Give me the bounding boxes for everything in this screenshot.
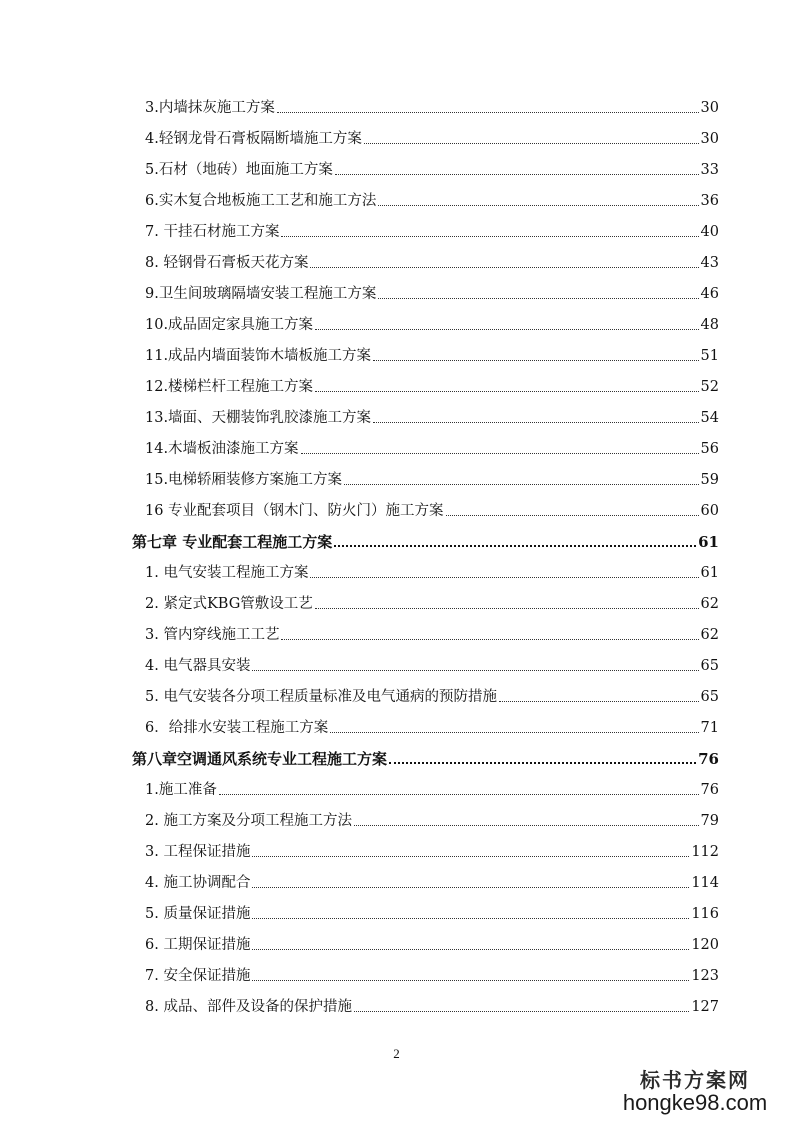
- toc-dot-leader: [252, 980, 689, 981]
- toc-entry[interactable]: [145, 495, 719, 521]
- toc-entry-page: 56: [700, 441, 719, 457]
- toc-entry-page: 52: [700, 379, 719, 395]
- watermark-logo: [615, 1070, 775, 1114]
- toc-entry[interactable]: [145, 650, 719, 676]
- toc-entry-page: 65: [700, 689, 719, 705]
- toc-entry-title: 13.墙面、天棚装饰乳胶漆施工方案: [145, 410, 372, 426]
- toc-entry-title: 第七章 专业配套工程施工方案: [132, 533, 333, 551]
- toc-entry-page: 40: [700, 224, 719, 240]
- toc-entry-page: 62: [700, 596, 719, 612]
- toc-entry-title: 14.木墙板油漆施工方案: [145, 441, 299, 457]
- toc-entry-page: 60: [700, 503, 719, 519]
- toc-entry-page: 30: [700, 131, 719, 147]
- toc-entry-page: 51: [700, 348, 719, 364]
- toc-entry[interactable]: [145, 774, 719, 800]
- toc-entry-page: 43: [700, 255, 719, 271]
- toc-entry-title: 6.实木复合地板施工工艺和施工方法: [145, 193, 377, 209]
- toc-dot-leader: [334, 545, 696, 547]
- toc-dot-leader: [499, 701, 699, 702]
- toc-entry-title: 3.内墙抹灰施工方案: [145, 100, 275, 116]
- toc-entry-title: 7. 干挂石材施工方案: [145, 224, 280, 240]
- toc-dot-leader: [373, 422, 698, 423]
- toc-entry-page: 114: [691, 875, 719, 891]
- toc-entry-page: 33: [700, 162, 719, 178]
- toc-entry[interactable]: [145, 619, 719, 645]
- toc-dot-leader: [281, 236, 698, 237]
- toc-entry[interactable]: [145, 898, 719, 924]
- toc-entry[interactable]: [145, 216, 719, 242]
- toc-dot-leader: [354, 825, 699, 826]
- toc-entry-title: 3. 管内穿线施工工艺: [145, 627, 280, 643]
- toc-entry-title: 3. 工程保证措施: [145, 844, 251, 860]
- toc-entry-page: 76: [698, 750, 719, 768]
- toc-entry[interactable]: [145, 464, 719, 490]
- toc-entry-title: 8. 轻钢骨石膏板天花方案: [145, 255, 309, 271]
- toc-dot-leader: [252, 949, 689, 950]
- toc-dot-leader: [389, 762, 696, 764]
- toc-entry[interactable]: [145, 588, 719, 614]
- toc-entry-title: 1. 电气安装工程施工方案: [145, 565, 309, 581]
- toc-entry-title: 10.成品固定家具施工方案: [145, 317, 314, 333]
- toc-entry-title: 1.施工准备: [145, 782, 217, 798]
- toc-dot-leader: [315, 329, 698, 330]
- toc-dot-leader: [373, 360, 698, 361]
- toc-entry-title: 12.楼梯栏杆工程施工方案: [145, 379, 314, 395]
- toc-dot-leader: [344, 484, 698, 485]
- toc-entry[interactable]: [145, 867, 719, 893]
- toc-entry[interactable]: [145, 433, 719, 459]
- toc-entry-title: 6．给排水安装工程施工方案: [145, 720, 329, 736]
- watermark-url: hongke98.com: [622, 1090, 768, 1115]
- toc-entry-title: 15.电梯轿厢装修方案施工方案: [145, 472, 343, 488]
- toc-entry-page: 30: [700, 100, 719, 116]
- toc-entry[interactable]: [145, 185, 719, 211]
- page-number: 2: [393, 1046, 400, 1061]
- toc-dot-leader: [252, 918, 689, 919]
- toc-entry[interactable]: [145, 681, 719, 707]
- toc-entry-title: 11.成品内墙面装饰木墙板施工方案: [145, 348, 372, 364]
- toc-entry-title: 5.石材（地砖）地面施工方案: [145, 162, 333, 178]
- toc-entry[interactable]: [145, 712, 719, 738]
- toc-entry-title: 9.卫生间玻璃隔墙安装工程施工方案: [145, 286, 377, 302]
- toc-entry-title: 16 专业配套项目（钢木门、防火门）施工方案: [145, 503, 444, 519]
- toc-entry[interactable]: [145, 154, 719, 180]
- toc-dot-leader: [364, 143, 699, 144]
- toc-entry-page: 123: [691, 968, 719, 984]
- toc-entry-title: 8. 成品、部件及设备的保护措施: [145, 999, 352, 1015]
- toc-dot-leader: [281, 639, 698, 640]
- toc-dot-leader: [378, 205, 698, 206]
- toc-entry-page: 71: [700, 720, 719, 736]
- toc-entry-title: 6. 工期保证措施: [145, 937, 251, 953]
- toc-dot-leader: [315, 391, 698, 392]
- toc-entry[interactable]: [145, 402, 719, 428]
- toc-entry-title: 4.轻钢龙骨石膏板隔断墙施工方案: [145, 131, 362, 147]
- toc-entry[interactable]: [145, 92, 719, 118]
- toc-entry[interactable]: [145, 371, 719, 397]
- toc-chapter-entry[interactable]: [132, 526, 719, 552]
- toc-entry[interactable]: [145, 960, 719, 986]
- toc-entry-page: 112: [691, 844, 719, 860]
- watermark-site-name: 标书方案网: [640, 1068, 750, 1092]
- toc-entry-title: 第八章空调通风系统专业工程施工方案: [132, 750, 388, 768]
- toc-entry-page: 79: [700, 813, 719, 829]
- toc-entry-title: 7. 安全保证措施: [145, 968, 251, 984]
- toc-entry-page: 61: [700, 565, 719, 581]
- toc-entry[interactable]: [145, 340, 719, 366]
- toc-entry-page: 120: [691, 937, 719, 953]
- toc-entry-page: 116: [691, 906, 719, 922]
- toc-entry[interactable]: [145, 557, 719, 583]
- toc-entry-page: 61: [698, 533, 719, 551]
- toc-entry[interactable]: [145, 805, 719, 831]
- toc-entry-page: 54: [700, 410, 719, 426]
- toc-dot-leader: [310, 577, 698, 578]
- toc-dot-leader: [354, 1011, 689, 1012]
- toc-entry[interactable]: [145, 991, 719, 1017]
- toc-entry[interactable]: [145, 836, 719, 862]
- toc-entry-title: 2. 施工方案及分项工程施工方法: [145, 813, 352, 829]
- toc-chapter-entry[interactable]: [132, 743, 719, 769]
- toc-entry-page: 48: [700, 317, 719, 333]
- toc-dot-leader: [277, 112, 699, 113]
- toc-dot-leader: [252, 887, 689, 888]
- toc-dot-leader: [252, 856, 689, 857]
- toc-dot-leader: [301, 453, 699, 454]
- toc-entry[interactable]: [145, 123, 719, 149]
- toc-entry-title: 5. 质量保证措施: [145, 906, 251, 922]
- toc-entry-page: 36: [700, 193, 719, 209]
- toc-entry-title: 5. 电气安装各分项工程质量标准及电气通病的预防措施: [145, 689, 497, 705]
- toc-entry-title: 4. 电气器具安装: [145, 658, 251, 674]
- toc-entry[interactable]: [145, 309, 719, 335]
- toc-dot-leader: [378, 298, 698, 299]
- toc-dot-leader: [219, 794, 699, 795]
- toc-entry-page: 62: [700, 627, 719, 643]
- toc-dot-leader: [310, 267, 698, 268]
- toc-entry[interactable]: [145, 278, 719, 304]
- toc-dot-leader: [446, 515, 699, 516]
- toc-dot-leader: [330, 732, 698, 733]
- toc-entry-page: 65: [700, 658, 719, 674]
- toc-entry-page: 76: [700, 782, 719, 798]
- toc-entry-title: 2. 紧定式KBG管敷设工艺: [145, 596, 313, 612]
- toc-entry-page: 127: [691, 999, 719, 1015]
- toc-entry-page: 46: [700, 286, 719, 302]
- toc-dot-leader: [335, 174, 699, 175]
- toc-entry[interactable]: [145, 929, 719, 955]
- toc-dot-leader: [252, 670, 698, 671]
- toc-dot-leader: [315, 608, 699, 609]
- toc-entry-page: 59: [700, 472, 719, 488]
- toc-entry-title: 4. 施工协调配合: [145, 875, 251, 891]
- toc-entry[interactable]: [145, 247, 719, 273]
